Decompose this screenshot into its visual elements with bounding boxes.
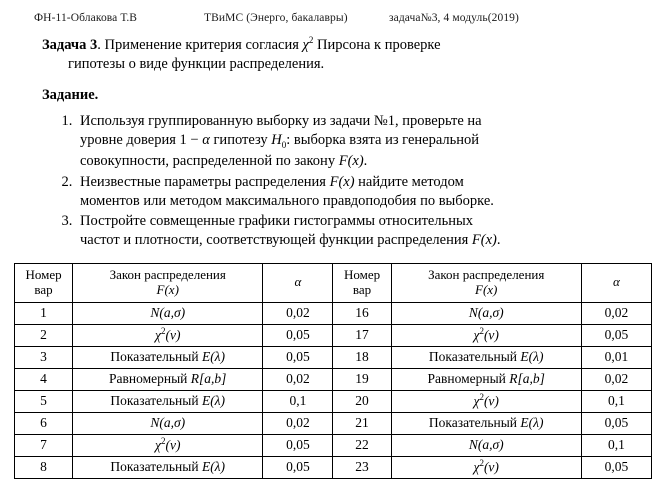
task-title <box>42 35 512 74</box>
th-line2: вар <box>34 281 53 297</box>
alpha-symbol: α <box>202 132 210 149</box>
header-task: задача№3, 4 модуль(2019) <box>389 12 519 24</box>
cell-alpha-right: 0,1 <box>581 434 651 456</box>
table-row <box>15 390 652 412</box>
cell-law-left: Показательный E(λ) <box>73 390 263 412</box>
cell-law-right: N(a,σ) <box>391 434 581 456</box>
variants-table <box>14 263 652 479</box>
item2-line2: моментов или методом максимального правдоподобия по выборке. <box>80 192 494 209</box>
table-row <box>15 346 652 368</box>
header-author: ФН-11-Облакова Т.В <box>34 12 138 24</box>
th-line2: F(x) <box>156 281 179 297</box>
th-line1: Номер <box>343 267 381 283</box>
item1-line3a: совокупности, распределенной по закону <box>80 153 339 170</box>
cell-variant-right: 23 <box>333 456 391 478</box>
item2-line1a: Неизвестные параметры распределения <box>80 173 330 190</box>
cell-law-right: Показательный E(λ) <box>391 346 581 368</box>
cell-variant-left: 5 <box>15 390 73 412</box>
cell-variant-right: 19 <box>333 368 391 390</box>
cell-alpha-right: 0,05 <box>581 412 651 434</box>
distribution-function-symbol: F <box>471 232 481 249</box>
cell-variant-right: 18 <box>333 346 391 368</box>
cell-alpha-right: 0,1 <box>581 390 651 412</box>
table-header-row <box>15 263 652 302</box>
th-law-2 <box>391 263 581 302</box>
cell-alpha-right: 0,02 <box>581 302 651 324</box>
distribution-function-arg: (x) <box>480 232 497 249</box>
cell-law-left: $\chi^2(\nu)$ <box>73 324 263 346</box>
th-line1: Закон распределения <box>109 267 226 283</box>
item3-line2a: частот и плотности, соответствующей функции распределения <box>80 232 472 249</box>
cell-alpha-left: 0,02 <box>263 368 333 390</box>
distribution-function-symbol: F <box>338 153 348 170</box>
distribution-function-arg: (x) <box>338 173 355 190</box>
list-item <box>76 112 600 171</box>
list-item <box>76 212 600 251</box>
th-alpha-2 <box>581 263 651 302</box>
cell-variant-left: 4 <box>15 368 73 390</box>
th-variant-1 <box>15 263 73 302</box>
cell-alpha-right: 0,02 <box>581 368 651 390</box>
cell-law-left: N(a,σ) <box>73 302 263 324</box>
assignment-list <box>14 112 652 251</box>
cell-alpha-right: 0,01 <box>581 346 651 368</box>
cell-law-left: Показательный E(λ) <box>73 346 263 368</box>
chi-exponent: 2 <box>308 35 314 45</box>
hypothesis-index: 0 <box>281 140 287 151</box>
cell-variant-left: 3 <box>15 346 73 368</box>
table-row <box>15 302 652 324</box>
item1-line1: Используя группированную выборку из задачи №1, проверьте на <box>80 113 482 130</box>
cell-variant-right: 16 <box>333 302 391 324</box>
cell-alpha-left: 0,05 <box>263 456 333 478</box>
item2-line1b: найдите методом <box>354 173 464 190</box>
cell-law-right: $\chi^2(\nu)$ <box>391 456 581 478</box>
cell-alpha-right: 0,05 <box>581 324 651 346</box>
th-line2: F(x) <box>475 281 498 297</box>
cell-variant-left: 1 <box>15 302 73 324</box>
header-course: ТВиМС (Энерго, бакалавры) <box>204 12 348 24</box>
cell-law-right: $\chi^2(\nu)$ <box>391 390 581 412</box>
document-header <box>34 12 652 24</box>
table-row <box>15 456 652 478</box>
table-row <box>15 368 652 390</box>
task-title-part1: . Применение критерия согласия <box>97 36 303 53</box>
cell-variant-left: 8 <box>15 456 73 478</box>
distribution-function-symbol: F <box>329 173 339 190</box>
th-variant-2 <box>333 263 391 302</box>
task-title-part2: Пирсона к проверке <box>313 36 441 53</box>
cell-alpha-left: 0,05 <box>263 324 333 346</box>
item1-line2c: : выборка взята из генеральной <box>286 132 480 149</box>
cell-law-left: $\chi^2(\nu)$ <box>73 434 263 456</box>
task-title-continuation: гипотезы о виде функции распределения. <box>68 55 325 72</box>
table-body <box>15 302 652 478</box>
hypothesis-symbol: H <box>271 132 282 149</box>
cell-alpha-left: 0,02 <box>263 302 333 324</box>
variants-table-wrapper <box>14 263 652 475</box>
cell-variant-right: 20 <box>333 390 391 412</box>
cell-alpha-right: 0,05 <box>581 456 651 478</box>
th-line1: α <box>294 274 302 290</box>
cell-variant-right: 21 <box>333 412 391 434</box>
cell-variant-left: 6 <box>15 412 73 434</box>
cell-alpha-left: 0,05 <box>263 346 333 368</box>
cell-alpha-left: 0,1 <box>263 390 333 412</box>
assignment-heading: Задание. <box>42 87 99 104</box>
cell-variant-left: 2 <box>15 324 73 346</box>
cell-law-left: Показательный E(λ) <box>73 456 263 478</box>
item1-line2a: уровне доверия 1 − <box>80 132 203 149</box>
cell-variant-right: 17 <box>333 324 391 346</box>
th-alpha-1 <box>263 263 333 302</box>
th-line1: α <box>613 274 620 290</box>
task-label: Задача 3 <box>42 36 98 53</box>
cell-variant-right: 22 <box>333 434 391 456</box>
table-row <box>15 412 652 434</box>
th-line1: Закон распределения <box>428 267 545 283</box>
th-line1: Номер <box>25 267 62 283</box>
item1-line3b: . <box>363 153 368 170</box>
item3-line2b: . <box>496 232 501 249</box>
item3-line1: Постройте совмещенные графики гистограммы относительных <box>80 213 473 230</box>
cell-law-left: Равномерный R[a,b] <box>73 368 263 390</box>
cell-law-right: N(a,σ) <box>391 302 581 324</box>
list-item <box>76 173 600 212</box>
th-line2: вар <box>352 281 372 297</box>
cell-variant-left: 7 <box>15 434 73 456</box>
distribution-function-arg: (x) <box>347 153 364 170</box>
cell-law-left: N(a,σ) <box>73 412 263 434</box>
th-law-1 <box>73 263 263 302</box>
cell-alpha-left: 0,02 <box>263 412 333 434</box>
cell-alpha-left: 0,05 <box>263 434 333 456</box>
cell-law-right: $\chi^2(\nu)$ <box>391 324 581 346</box>
cell-law-right: Равномерный R[a,b] <box>391 368 581 390</box>
table-row <box>15 324 652 346</box>
item1-line2b: гипотезу <box>209 132 272 149</box>
table-row <box>15 434 652 456</box>
cell-law-right: Показательный E(λ) <box>391 412 581 434</box>
chi-symbol: χ <box>302 36 309 53</box>
